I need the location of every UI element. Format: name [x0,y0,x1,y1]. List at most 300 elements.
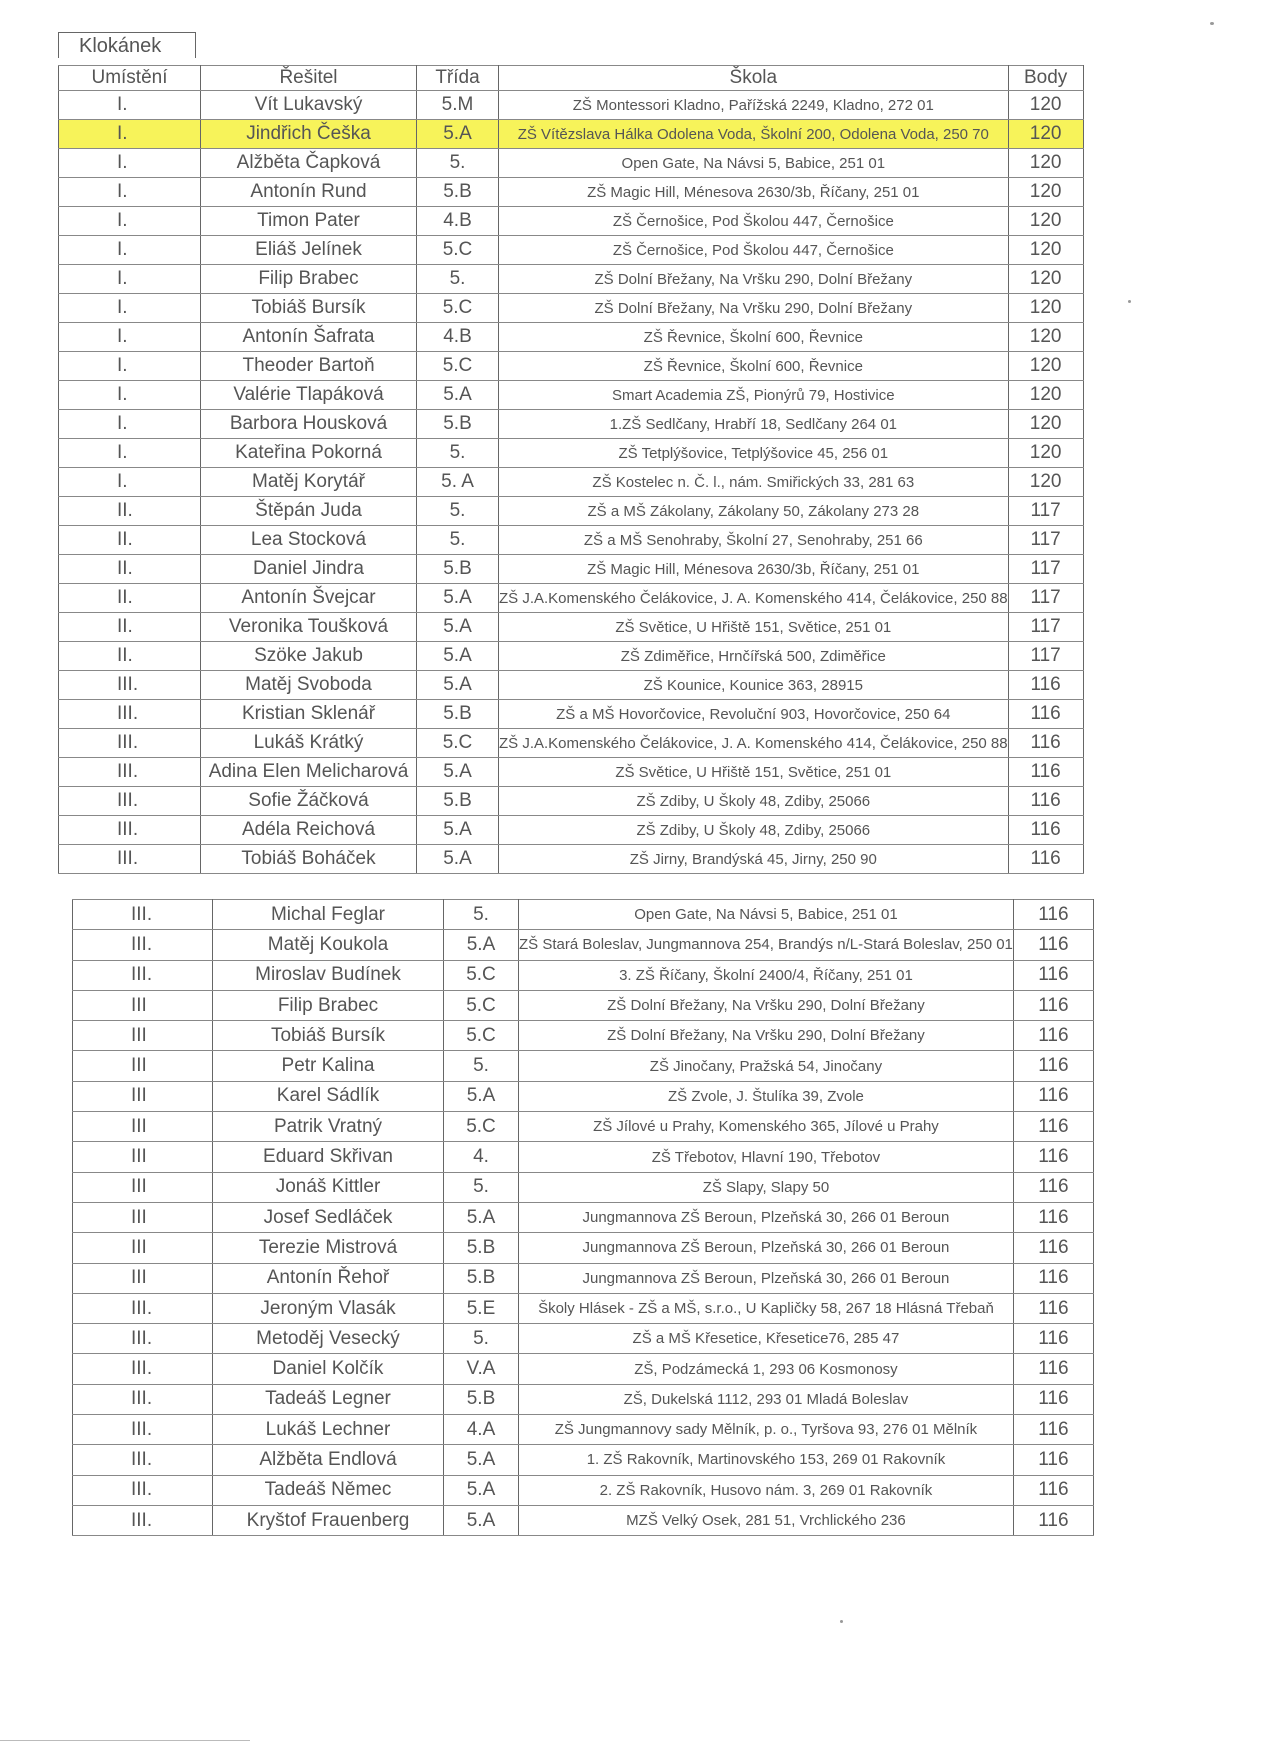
table-row [59,120,1084,149]
cell-place: III [73,990,213,1020]
cell-class: 5.C [417,294,499,323]
table-row [59,178,1084,207]
cell-points: 117 [1008,613,1083,642]
table-header-row [59,66,1084,91]
cell-place: III. [73,1293,213,1323]
cell-points: 116 [1013,1505,1093,1535]
cell-place: III. [59,845,201,874]
cell-class: 5.C [444,1021,519,1051]
cell-place: III [73,1202,213,1232]
table-row [59,294,1084,323]
cell-name: Tobiáš Boháček [201,845,417,874]
cell-name: Antonín Rund [201,178,417,207]
cell-place: III. [73,1475,213,1505]
table-row [73,990,1094,1020]
cell-points: 116 [1013,930,1093,960]
cell-name: Daniel Jindra [201,555,417,584]
cell-school: ZŠ, Podzámecká 1, 293 06 Kosmonosy [519,1354,1014,1384]
cell-points: 120 [1008,323,1083,352]
cell-class: 5.B [417,410,499,439]
cell-class: 5.C [444,1112,519,1142]
cell-class: 5. [417,265,499,294]
cell-points: 120 [1008,149,1083,178]
cell-place: III [73,1081,213,1111]
table-row [59,758,1084,787]
cell-points: 120 [1008,236,1083,265]
table-row [59,845,1084,874]
cell-place: III. [73,1324,213,1354]
cell-class: 5.C [444,990,519,1020]
table-row [59,323,1084,352]
cell-place: II. [59,642,201,671]
table-row [73,1233,1094,1263]
cell-school: ZŠ Dolní Břežany, Na Vršku 290, Dolní Břežany [519,990,1014,1020]
cell-class: 5. [444,900,519,930]
cell-name: Tobiáš Bursík [201,294,417,323]
cell-school: ZŠ a MŠ Zákolany, Zákolany 50, Zákolany 273 28 [499,497,1009,526]
cell-school: ZŠ Světice, U Hřiště 151, Světice, 251 01 [499,758,1009,787]
cell-place: III. [73,900,213,930]
table-row [59,410,1084,439]
cell-name: Daniel Kolčík [213,1354,444,1384]
cell-points: 116 [1008,787,1083,816]
cell-name: Jeroným Vlasák [213,1293,444,1323]
table-row [73,1263,1094,1293]
cell-place: III. [59,671,201,700]
cell-points: 120 [1008,410,1083,439]
cell-place: III. [59,729,201,758]
cell-points: 117 [1008,584,1083,613]
table-row [59,236,1084,265]
cell-class: 5.A [417,584,499,613]
table-row [73,1354,1094,1384]
table-row [73,1081,1094,1111]
cell-name: Sofie Žáčková [201,787,417,816]
table-row [73,1112,1094,1142]
cell-name: Patrik Vratný [213,1112,444,1142]
scan-speck [1128,300,1131,303]
cell-points: 120 [1008,207,1083,236]
cell-school: 1. ZŠ Rakovník, Martinovského 153, 269 01 Rakovník [519,1445,1014,1475]
cell-class: 5.B [444,1263,519,1293]
cell-place: I. [59,468,201,497]
cell-place: I. [59,381,201,410]
cell-class: 5.A [444,1081,519,1111]
cell-class: 5.E [444,1293,519,1323]
table-row [73,1415,1094,1445]
cell-school: ZŠ Zdiby, U Školy 48, Zdiby, 25066 [499,816,1009,845]
cell-place: I. [59,120,201,149]
cell-school: ZŠ J.A.Komenského Čelákovice, J. A. Komenského 414, Čelákovice, 250 88 [499,584,1009,613]
cell-school: ZŠ Zdiměřice, Hrnčířská 500, Zdiměřice [499,642,1009,671]
cell-class: 5. [417,526,499,555]
cell-school: ZŠ J.A.Komenského Čelákovice, J. A. Komenského 414, Čelákovice, 250 88 [499,729,1009,758]
cell-name: Jonáš Kittler [213,1172,444,1202]
cell-school: ZŠ a MŠ Křesetice, Křesetice76, 285 47 [519,1324,1014,1354]
cell-points: 116 [1013,1172,1093,1202]
cell-place: I. [59,149,201,178]
cell-name: Eliáš Jelínek [201,236,417,265]
cell-points: 120 [1008,381,1083,410]
cell-class: 5.B [444,1384,519,1414]
cell-name: Antonín Šafrata [201,323,417,352]
cell-points: 117 [1008,555,1083,584]
cell-school: ZŠ Černošice, Pod Školou 447, Černošice [499,207,1009,236]
cell-place: III [73,1233,213,1263]
cell-class: 5. [417,497,499,526]
cell-school: ZŠ a MŠ Hovorčovice, Revoluční 903, Hovorčovice, 250 64 [499,700,1009,729]
table-row [59,526,1084,555]
cell-class: 5.A [444,1505,519,1535]
cell-points: 120 [1008,352,1083,381]
cell-place: III. [59,816,201,845]
cell-school: ZŠ Stará Boleslav, Jungmannova 254, Brandýs n/L-Stará Boleslav, 250 01 [519,930,1014,960]
cell-points: 116 [1008,845,1083,874]
cell-name: Vít Lukavský [201,91,417,120]
cell-school: ZŠ Montessori Kladno, Pařížská 2249, Kladno, 272 01 [499,91,1009,120]
cell-place: I. [59,265,201,294]
cell-class: 5. [444,1172,519,1202]
cell-class: 4. [444,1142,519,1172]
cell-school: ZŠ Dolní Břežany, Na Vršku 290, Dolní Břežany [499,265,1009,294]
cell-school: Školy Hlásek - ZŠ a MŠ, s.r.o., U Kapličky 58, 267 18 Hlásná Třebaň [519,1293,1014,1323]
cell-class: 5. [417,149,499,178]
cell-class: 4.A [444,1415,519,1445]
cell-class: 5.A [417,120,499,149]
header-points: Body [1008,66,1083,91]
cell-name: Alžběta Čapková [201,149,417,178]
cell-points: 116 [1013,1293,1093,1323]
cell-points: 116 [1013,1051,1093,1081]
cell-name: Terezie Mistrová [213,1233,444,1263]
cell-points: 117 [1008,526,1083,555]
table-row [59,555,1084,584]
cell-place: III. [73,1384,213,1414]
table-row [73,1293,1094,1323]
cell-points: 116 [1013,1112,1093,1142]
cell-school: 1.ZŠ Sedlčany, Hrabří 18, Sedlčany 264 01 [499,410,1009,439]
header-class: Třída [417,66,499,91]
cell-class: 5.B [444,1233,519,1263]
cell-points: 116 [1013,990,1093,1020]
cell-class: 4.B [417,323,499,352]
cell-points: 116 [1013,1354,1093,1384]
cell-name: Barbora Housková [201,410,417,439]
cell-class: 5.A [444,1445,519,1475]
table-row [59,613,1084,642]
cell-class: 5.B [417,787,499,816]
cell-name: Jindřich Češka [201,120,417,149]
cell-school: ZŠ Magic Hill, Ménesova 2630/3b, Říčany, 251 01 [499,555,1009,584]
table-row [73,960,1094,990]
cell-place: I. [59,439,201,468]
cell-name: Eduard Skřivan [213,1142,444,1172]
cell-points: 116 [1013,1324,1093,1354]
cell-name: Štěpán Juda [201,497,417,526]
cell-name: Karel Sádlík [213,1081,444,1111]
cell-class: 5. A [417,468,499,497]
cell-class: 5.A [417,845,499,874]
cell-place: III. [73,1354,213,1384]
cell-name: Miroslav Budínek [213,960,444,990]
cell-school: ZŠ Světice, U Hřiště 151, Světice, 251 01 [499,613,1009,642]
table-row [59,352,1084,381]
table-row [59,642,1084,671]
cell-class: 5.A [417,642,499,671]
table-row [73,1142,1094,1172]
cell-class: 5.A [417,758,499,787]
table-row [73,900,1094,930]
cell-name: Metoděj Vesecký [213,1324,444,1354]
table-row [59,497,1084,526]
cell-place: III. [73,1415,213,1445]
cell-school: ZŠ Kostelec n. Č. l., nám. Smiřických 33, 281 63 [499,468,1009,497]
cell-name: Tobiáš Bursík [213,1021,444,1051]
cell-place: III [73,1051,213,1081]
cell-school: ZŠ Jirny, Brandýská 45, Jirny, 250 90 [499,845,1009,874]
cell-name: Matěj Korytář [201,468,417,497]
cell-school: Open Gate, Na Návsi 5, Babice, 251 01 [519,900,1014,930]
cell-points: 116 [1013,1233,1093,1263]
cell-class: 5.A [444,1202,519,1232]
cell-place: I. [59,294,201,323]
cell-school: Jungmannova ZŠ Beroun, Plzeňská 30, 266 01 Beroun [519,1263,1014,1293]
cell-place: III [73,1112,213,1142]
table-row [59,381,1084,410]
table-row [59,700,1084,729]
cell-school: Smart Academia ZŠ, Pionýrů 79, Hostivice [499,381,1009,410]
cell-place: II. [59,584,201,613]
cell-place: I. [59,352,201,381]
cell-school: Jungmannova ZŠ Beroun, Plzeňská 30, 266 01 Beroun [519,1233,1014,1263]
cell-class: 5.B [417,555,499,584]
cell-class: V.A [444,1354,519,1384]
cell-place: III [73,1263,213,1293]
cell-points: 120 [1008,468,1083,497]
cell-school: 3. ZŠ Říčany, Školní 2400/4, Říčany, 251 01 [519,960,1014,990]
table-row [73,1475,1094,1505]
cell-place: III. [73,930,213,960]
table-row [59,584,1084,613]
table-row [73,1384,1094,1414]
table-row [73,1445,1094,1475]
cell-class: 5.A [417,381,499,410]
cell-name: Lea Stocková [201,526,417,555]
table-row [59,439,1084,468]
cell-points: 116 [1013,1142,1093,1172]
cell-name: Veronika Toušková [201,613,417,642]
cell-name: Matěj Svoboda [201,671,417,700]
table-row [59,91,1084,120]
cell-points: 116 [1013,1384,1093,1414]
cell-school: ZŠ Kounice, Kounice 363, 28915 [499,671,1009,700]
table-row [73,1051,1094,1081]
table-row [59,149,1084,178]
cell-school: 2. ZŠ Rakovník, Husovo nám. 3, 269 01 Rakovník [519,1475,1014,1505]
cell-class: 5. [417,439,499,468]
table-row [59,265,1084,294]
header-place: Umístění [59,66,201,91]
cell-points: 116 [1013,1445,1093,1475]
table-row [59,729,1084,758]
cell-class: 5.C [417,236,499,265]
results-table-second [72,899,1094,1536]
cell-class: 5.C [444,960,519,990]
table-row [59,468,1084,497]
cell-points: 117 [1008,642,1083,671]
cell-place: III. [73,1445,213,1475]
cell-school: ZŠ Třebotov, Hlavní 190, Třebotov [519,1142,1014,1172]
scan-speck [1210,22,1214,25]
cell-school: Open Gate, Na Návsi 5, Babice, 251 01 [499,149,1009,178]
table-row [73,1324,1094,1354]
cell-school: ZŠ Jílové u Prahy, Komenského 365, Jílové u Prahy [519,1112,1014,1142]
scan-artifact-line [0,1740,250,1741]
cell-name: Filip Brabec [201,265,417,294]
table-row [73,1202,1094,1232]
cell-school: ZŠ Magic Hill, Ménesova 2630/3b, Říčany, 251 01 [499,178,1009,207]
cell-place: I. [59,91,201,120]
cell-place: III. [59,758,201,787]
cell-name: Petr Kalina [213,1051,444,1081]
scan-speck [840,1620,843,1623]
cell-place: I. [59,207,201,236]
cell-points: 116 [1013,1081,1093,1111]
cell-place: I. [59,178,201,207]
cell-school: ZŠ Zvole, J. Štulíka 39, Zvole [519,1081,1014,1111]
cell-school: ZŠ a MŠ Senohraby, Školní 27, Senohraby, 251 66 [499,526,1009,555]
cell-class: 5.A [417,816,499,845]
cell-class: 5.A [444,1475,519,1505]
cell-school: ZŠ, Dukelská 1112, 293 01 Mladá Boleslav [519,1384,1014,1414]
cell-school: ZŠ Tetplýšovice, Tetplýšovice 45, 256 01 [499,439,1009,468]
cell-place: III. [59,787,201,816]
cell-place: III. [59,700,201,729]
cell-school: ZŠ Dolní Břežany, Na Vršku 290, Dolní Břežany [499,294,1009,323]
cell-points: 116 [1013,1021,1093,1051]
cell-school: ZŠ Slapy, Slapy 50 [519,1172,1014,1202]
cell-class: 5.C [417,352,499,381]
table-row [73,1505,1094,1535]
cell-place: I. [59,323,201,352]
cell-class: 5.M [417,91,499,120]
table-row [73,930,1094,960]
cell-points: 116 [1013,960,1093,990]
cell-place: I. [59,236,201,265]
cell-name: Alžběta Endlová [213,1445,444,1475]
cell-name: Theoder Bartoň [201,352,417,381]
cell-class: 5. [444,1051,519,1081]
page-title: Klokánek [58,32,196,58]
header-name: Řešitel [201,66,417,91]
cell-place: III [73,1142,213,1172]
cell-class: 5.B [417,178,499,207]
cell-points: 116 [1013,1475,1093,1505]
cell-name: Matěj Koukola [213,930,444,960]
cell-name: Timon Pater [201,207,417,236]
cell-class: 5. [444,1324,519,1354]
cell-school: ZŠ Jungmannovy sady Mělník, p. o., Tyršova 93, 276 01 Mělník [519,1415,1014,1445]
cell-class: 5.A [444,930,519,960]
cell-place: II. [59,497,201,526]
cell-school: ZŠ Černošice, Pod Školou 447, Černošice [499,236,1009,265]
cell-points: 116 [1008,671,1083,700]
results-table-first [58,65,1084,874]
cell-school: MZŠ Velký Osek, 281 51, Vrchlického 236 [519,1505,1014,1535]
cell-points: 116 [1013,1415,1093,1445]
cell-place: III [73,1172,213,1202]
cell-name: Kateřina Pokorná [201,439,417,468]
cell-school: ZŠ Zdiby, U Školy 48, Zdiby, 25066 [499,787,1009,816]
header-school: Škola [499,66,1009,91]
table-row [73,1172,1094,1202]
cell-name: Valérie Tlapáková [201,381,417,410]
cell-name: Michal Feglar [213,900,444,930]
cell-points: 117 [1008,497,1083,526]
cell-class: 4.B [417,207,499,236]
table-row [59,671,1084,700]
cell-name: Antonín Řehoř [213,1263,444,1293]
cell-points: 120 [1008,265,1083,294]
cell-points: 120 [1008,439,1083,468]
cell-points: 116 [1008,816,1083,845]
cell-school: ZŠ Řevnice, Školní 600, Řevnice [499,323,1009,352]
cell-class: 5.A [417,671,499,700]
cell-name: Kryštof Frauenberg [213,1505,444,1535]
cell-school: Jungmannova ZŠ Beroun, Plzeňská 30, 266 01 Beroun [519,1202,1014,1232]
cell-points: 116 [1013,1263,1093,1293]
cell-class: 5.C [417,729,499,758]
cell-name: Josef Sedláček [213,1202,444,1232]
cell-place: II. [59,526,201,555]
cell-school: ZŠ Vítězslava Hálka Odolena Voda, Školní 200, Odolena Voda, 250 70 [499,120,1009,149]
cell-place: I. [59,410,201,439]
cell-name: Kristian Sklenář [201,700,417,729]
cell-points: 120 [1008,91,1083,120]
cell-name: Filip Brabec [213,990,444,1020]
cell-name: Antonín Švejcar [201,584,417,613]
cell-points: 120 [1008,120,1083,149]
cell-name: Tadeáš Legner [213,1384,444,1414]
cell-name: Szöke Jakub [201,642,417,671]
cell-class: 5.A [417,613,499,642]
cell-name: Lukáš Krátký [201,729,417,758]
cell-place: II. [59,613,201,642]
cell-school: ZŠ Dolní Břežany, Na Vršku 290, Dolní Břežany [519,1021,1014,1051]
cell-name: Adina Elen Melicharová [201,758,417,787]
cell-points: 120 [1008,294,1083,323]
cell-place: II. [59,555,201,584]
cell-points: 120 [1008,178,1083,207]
cell-name: Tadeáš Němec [213,1475,444,1505]
cell-school: ZŠ Jinočany, Pražská 54, Jinočany [519,1051,1014,1081]
cell-school: ZŠ Řevnice, Školní 600, Řevnice [499,352,1009,381]
table-row [59,816,1084,845]
cell-class: 5.B [417,700,499,729]
cell-points: 116 [1008,729,1083,758]
table-row [59,207,1084,236]
cell-points: 116 [1013,1202,1093,1232]
cell-points: 116 [1008,700,1083,729]
cell-place: III [73,1021,213,1051]
cell-name: Lukáš Lechner [213,1415,444,1445]
table-row [73,1021,1094,1051]
cell-name: Adéla Reichová [201,816,417,845]
cell-points: 116 [1008,758,1083,787]
cell-place: III. [73,1505,213,1535]
cell-points: 116 [1013,900,1093,930]
table-row [59,787,1084,816]
